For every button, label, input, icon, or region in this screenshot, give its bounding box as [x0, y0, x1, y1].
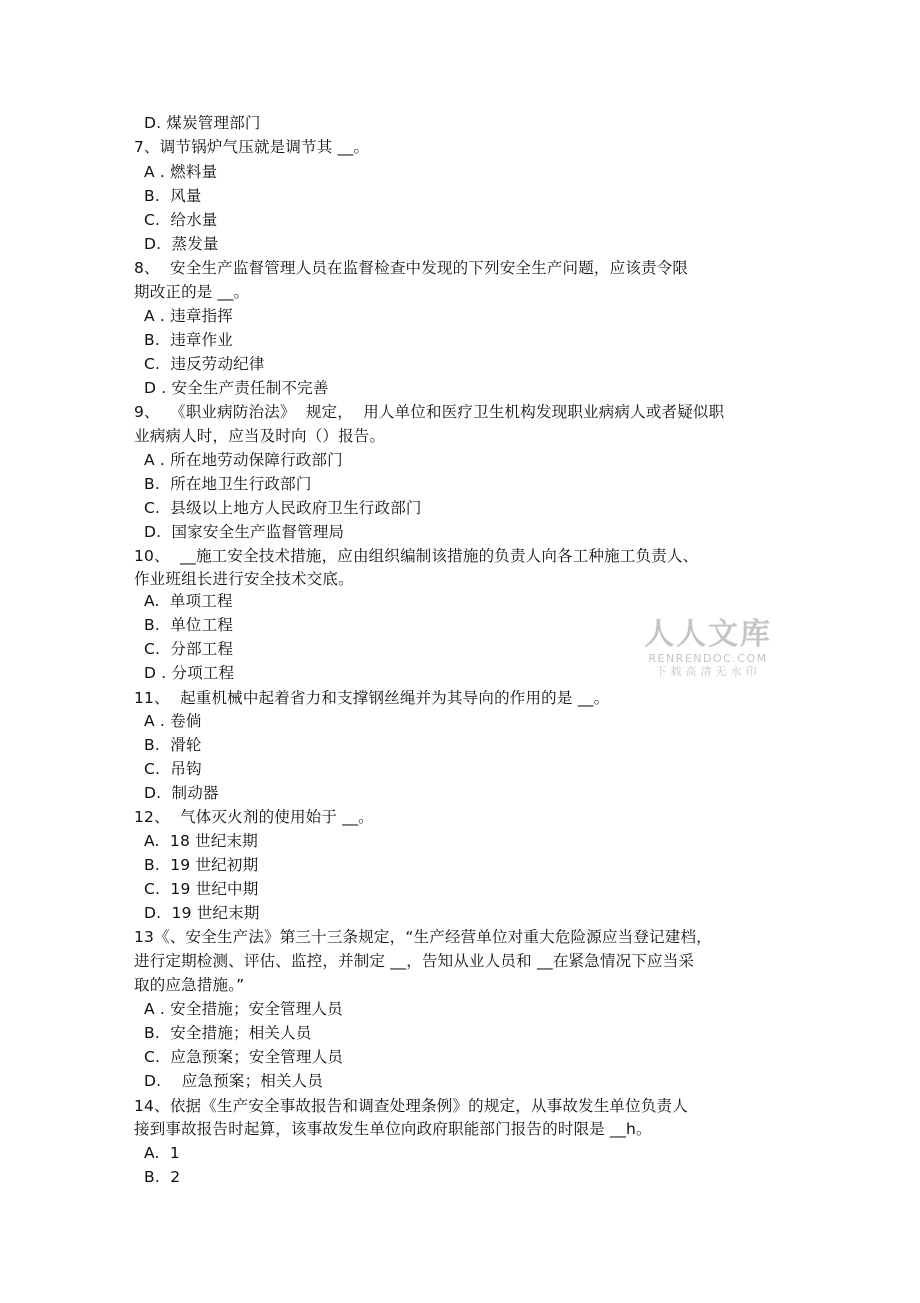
question-8-line-1: 8、 安全生产监督管理人员在监督检查中发现的下列安全生产问题，应该责令限 — [134, 259, 689, 277]
option-d-q9: D. 国家安全生产监督管理局 — [144, 523, 345, 541]
option-b-q8: B. 违章作业 — [144, 331, 234, 349]
option-b-q13: B. 安全措施；相关人员 — [144, 1024, 312, 1042]
option-a-q13: A . 安全措施；安全管理人员 — [144, 1000, 343, 1018]
option-c-q10: C. 分部工程 — [144, 640, 234, 658]
option-a-q10: A. 单项工程 — [144, 592, 233, 610]
question-11: 11、 起重机械中起着省力和支撑钢丝绳并为其导向的作用的是 __。 — [134, 689, 610, 707]
option-d-q6: D. 煤炭管理部门 — [144, 114, 261, 132]
option-a-q7: A . 燃料量 — [144, 163, 218, 181]
option-a-q11: A . 卷倘 — [144, 712, 202, 730]
question-14-line-2: 接到事故报告时起算，该事故发生单位向政府职能部门报告的时限是 __h。 — [134, 1120, 652, 1138]
option-d-q8: D . 安全生产责任制不完善 — [144, 379, 329, 397]
option-a-q12: A. 18 世纪末期 — [144, 832, 258, 850]
question-8-line-2: 期改正的是 __。 — [134, 283, 250, 301]
option-c-q11: C. 吊钩 — [144, 760, 202, 778]
option-b-q9: B. 所在地卫生行政部门 — [144, 475, 312, 493]
question-10-line-1: 10、 __施工安全技术措施，应由组织编制该措施的负责人向各工种施工负责人、 — [134, 547, 699, 565]
option-b-q12: B. 19 世纪初期 — [144, 856, 259, 874]
question-13-line-2: 进行定期检测、评估、监控，并制定 __，告知从业人员和 __在紧急情况下应当采 — [134, 952, 695, 970]
option-c-q8: C. 违反劳动纪律 — [144, 355, 265, 373]
question-9-line-2: 业病病人时，应当及时向（）报告。 — [134, 427, 386, 445]
question-13-line-3: 取的应急措施。” — [134, 976, 245, 994]
option-b-q10: B. 单位工程 — [144, 616, 234, 634]
question-13-line-1: 13《、安全生产法》第三十三条规定，“生产经营单位对重大危险源应当登记建档， — [134, 928, 712, 946]
option-d-q11: D. 制动器 — [144, 784, 219, 802]
watermark-title: 人人文库 — [644, 617, 772, 652]
option-a-q8: A . 违章指挥 — [144, 307, 233, 325]
option-d-q13: D. 应急预案；相关人员 — [144, 1072, 324, 1090]
option-b-q7: B. 风量 — [144, 187, 202, 205]
watermark-url: RENRENDOC.COM — [648, 652, 768, 665]
option-d-q7: D. 蒸发量 — [144, 235, 219, 253]
option-c-q13: C. 应急预案；安全管理人员 — [144, 1048, 344, 1066]
option-c-q7: C. 给水量 — [144, 211, 218, 229]
question-7: 7、调节锅炉气压就是调节其 __。 — [134, 138, 370, 156]
option-b-q14: B. 2 — [144, 1168, 181, 1186]
option-a-q9: A . 所在地劳动保障行政部门 — [144, 451, 343, 469]
question-14-line-1: 14、依据《生产安全事故报告和调查处理条例》的规定，从事故发生单位负责人 — [134, 1097, 688, 1115]
watermark-subtitle: 下载高清无水印 — [655, 665, 761, 678]
option-a-q14: A. 1 — [144, 1144, 180, 1162]
question-10-line-2: 作业班组长进行安全技术交底。 — [134, 570, 354, 588]
option-d-q10: D . 分项工程 — [144, 664, 235, 682]
question-12: 12、 气体灭火剂的使用始于 __。 — [134, 808, 374, 826]
option-c-q12: C. 19 世纪中期 — [144, 880, 259, 898]
watermark — [638, 618, 778, 679]
option-b-q11: B. 滑轮 — [144, 736, 202, 754]
option-d-q12: D. 19 世纪末期 — [144, 904, 260, 922]
question-9-line-1: 9、 《职业病防治法》 规定， 用人单位和医疗卫生机构发现职业病病人或者疑似职 — [134, 403, 725, 421]
option-c-q9: C. 县级以上地方人民政府卫生行政部门 — [144, 499, 422, 517]
